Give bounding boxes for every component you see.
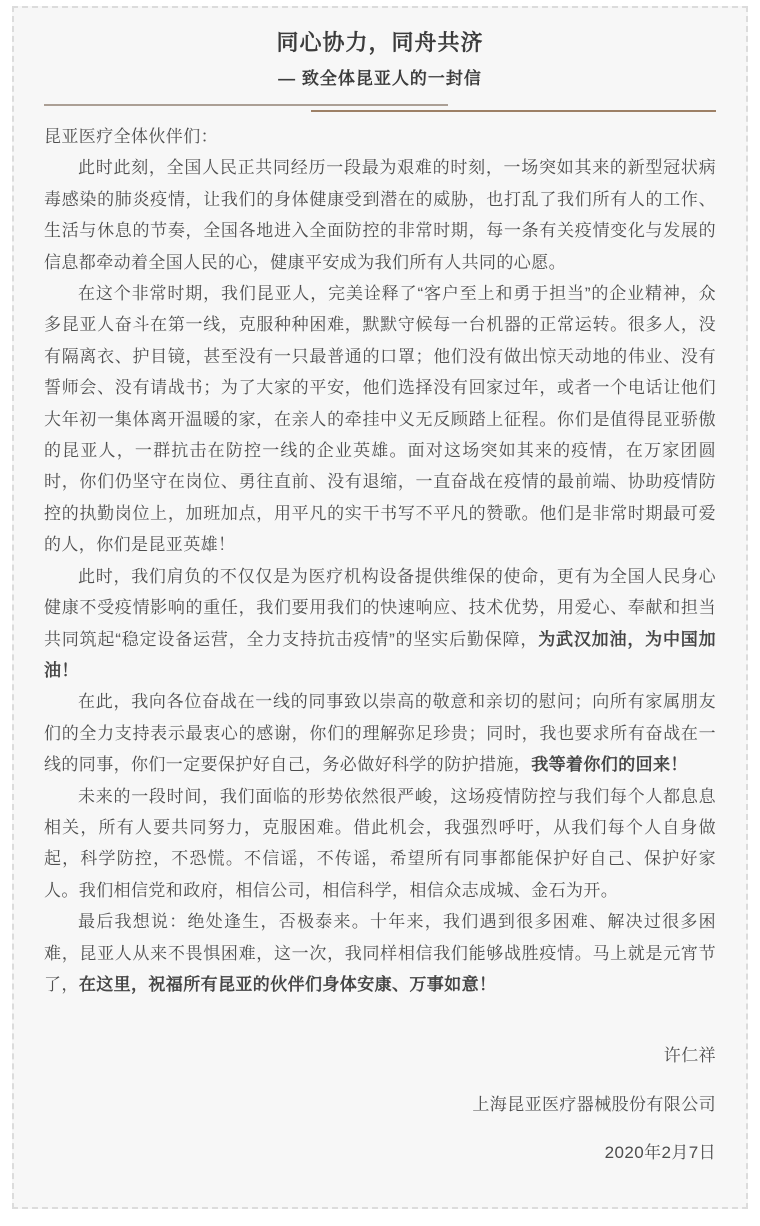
letter-paragraph [44,152,716,278]
paragraph-text: 在这个非常时期，我们昆亚人，完美诠释了“客户至上和勇于担当”的企业精神，众多昆亚人奋斗在第一线，克服种种困难，默默守候每一台机器的正常运转。很多人，没有隔离衣、护目镜，甚至没有一只最普通的口罩；他们没有做出惊天动地的伟业、没有誓师会、没有请战书；为了大家的平安，他们选择没有回家过年，或者一个电话让他们大年初一集体离开温暖的家，在亲人的牵挂中义无反顾踏上征程。你们是值得昆亚骄傲的昆亚人，一群抗击在防控一线的企业英雄。面对这场突如其来的疫情，在万家团圆时，你们仍坚守在岗位、勇往直前、没有退缩，一直奋战在疫情的最前端、协助疫情防控的执勤岗位上，加班加点，用平凡的实干书写不平凡的赞歌。他们是非常时期最可爱的人，你们是昆亚英雄！ [44,284,716,555]
letter-body [44,121,716,1000]
paragraph-text: 此时，我们肩负的不仅仅是为医疗机构设备提供维保的使命，更有为全国人民身心健康不受疫情影响的重任，我们要用我们的快速响应、技术优势，用爱心、奉献和担当共同筑起“稳定设备运营，全力支持抗击疫情”的坚实后勤保障， [44,566,716,649]
paragraph-text: 未来的一段时间，我们面临的形势依然很严峻，这场疫情防控与我们每个人都息息相关，所有人要共同努力，克服困难。借此机会，我强烈呼吁，从我们每个人自身做起，科学防控，不恐慌。不信谣，不传谣，希望所有同事都能保护好自己、保护好家人。我们相信党和政府，相信公司，相信科学，相信众志成城、金石为开。 [44,786,716,900]
salutation: 昆亚医疗全体伙伴们： [44,127,218,146]
letter-paragraph [44,561,716,687]
letter-subtitle: — 致全体昆亚人的一封信 [278,69,482,88]
signature-block [44,1040,716,1168]
paragraph-text: 最后我想说：绝处逢生，否极泰来。十年来，我们遇到很多困难、解决过很多困难，昆亚人从来不畏惧困难，这一次，我同样相信我们能够战胜疫情。马上就是元宵节了， [44,912,716,994]
paragraph-text: 此时此刻，全国人民正共同经历一段最为艰难的时刻，一场突如其来的新型冠状病毒感染的肺炎疫情，让我们的身体健康受到潜在的威胁，也打乱了我们所有人的工作、生活与休息的节奏，全国各地进入全面防控的非常时期，每一条有关疫情变化与发展的信息都牵动着全国人民的心，健康平安成为我们所有人共同的心愿。 [44,158,716,272]
signature-date: 2020年2月7日 [604,1143,716,1163]
decorative-divider [44,104,716,113]
divider-line-right [311,110,716,112]
paragraph-bold-text: 我等着你们的回来！ [531,755,688,775]
paragraph-bold-text: 为武汉加油，为中国加油！ [44,629,717,680]
letter-paragraph [44,686,716,780]
signature-company: 上海昆亚医疗器械股份有限公司 [472,1094,716,1114]
divider-line-left [44,104,448,106]
letter-title: 同心协力，同舟共济 [276,30,484,55]
letter-paragraph [44,906,716,1000]
letter-paragraph [44,781,716,907]
paragraph-bold-text: 在这里，祝福所有昆亚的伙伴们身体安康、万事如意！ [78,974,497,994]
letter-paragraph [44,278,716,561]
paragraph-text: 在此，我向各位奋战在一线的同事致以崇高的敬意和亲切的慰问；向所有家属朋友们的全力支持表示最衷心的感谢，你们的理解弥足珍贵；同时，我也要求所有奋战在一线的同事，你们一定要保护好自己，务必做好科学的防护措施， [44,692,716,775]
signature-name: 许仁祥 [663,1046,716,1066]
letter-sheet [12,6,748,1209]
